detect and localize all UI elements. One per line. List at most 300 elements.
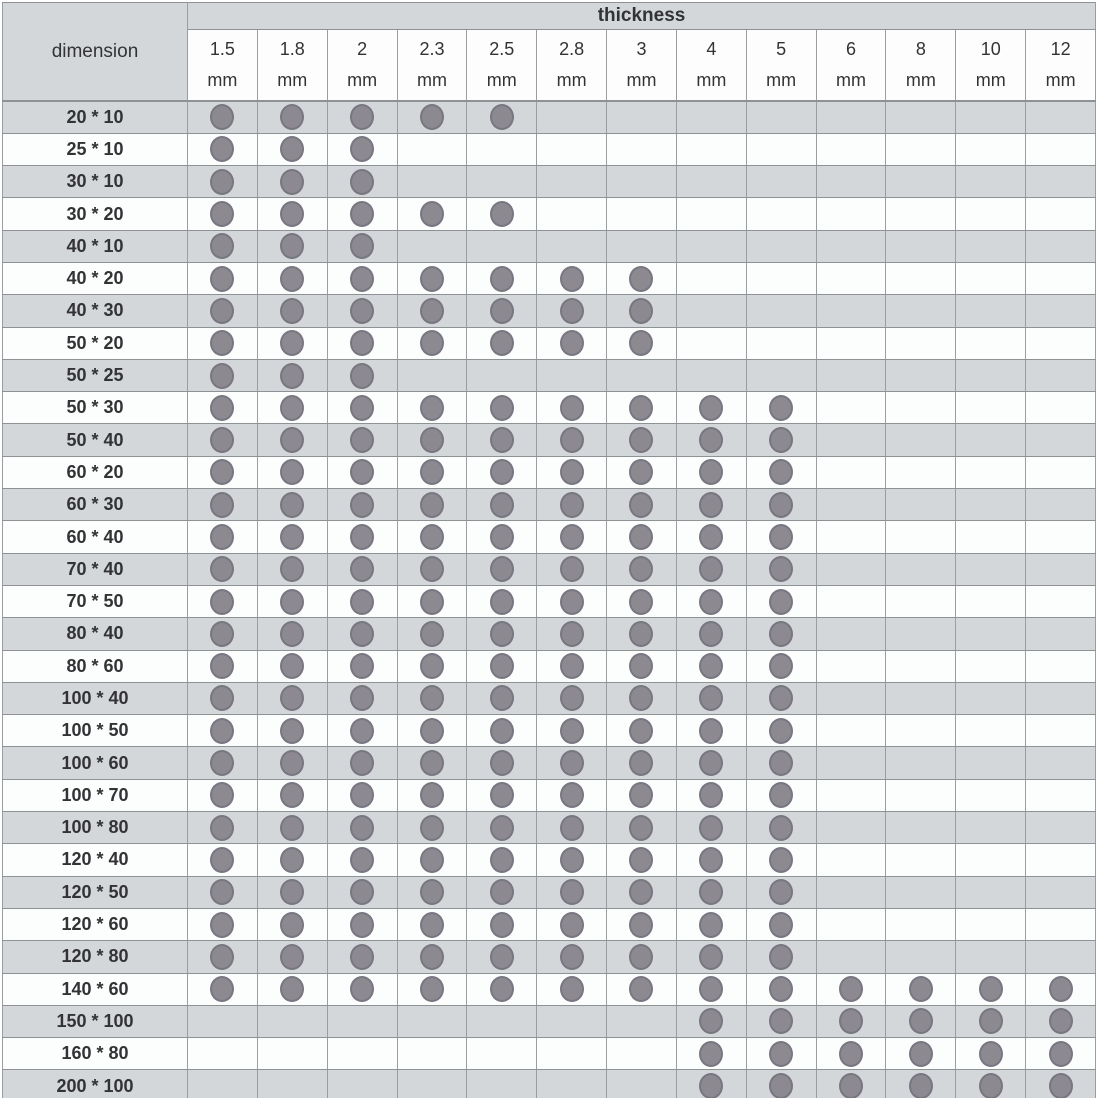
availability-dot-icon bbox=[420, 621, 444, 647]
availability-cell bbox=[397, 908, 467, 940]
availability-cell bbox=[327, 747, 397, 779]
availability-cell bbox=[676, 1070, 746, 1098]
availability-dot-icon bbox=[629, 912, 653, 938]
table-row bbox=[3, 618, 1096, 650]
availability-dot-icon bbox=[560, 556, 584, 582]
availability-cell bbox=[397, 715, 467, 747]
availability-cell bbox=[537, 812, 607, 844]
availability-cell bbox=[607, 489, 677, 521]
availability-dot-icon bbox=[490, 782, 514, 808]
availability-cell bbox=[537, 585, 607, 617]
availability-dot-icon bbox=[280, 492, 304, 518]
availability-cell bbox=[746, 585, 816, 617]
availability-cell bbox=[327, 198, 397, 230]
availability-cell bbox=[1026, 618, 1096, 650]
availability-cell bbox=[886, 747, 956, 779]
availability-cell bbox=[886, 650, 956, 682]
availability-cell bbox=[676, 973, 746, 1005]
availability-dot-icon bbox=[490, 330, 514, 356]
availability-cell bbox=[257, 715, 327, 747]
dimension-cell: 80 * 60 bbox=[3, 650, 188, 682]
availability-cell bbox=[746, 166, 816, 198]
thickness-value: 2.8 bbox=[559, 39, 585, 60]
availability-dot-icon bbox=[979, 1073, 1003, 1098]
availability-dot-icon bbox=[350, 395, 374, 421]
availability-cell bbox=[746, 650, 816, 682]
availability-cell bbox=[1026, 521, 1096, 553]
availability-cell bbox=[816, 262, 886, 294]
availability-cell bbox=[1026, 392, 1096, 424]
availability-dot-icon bbox=[629, 685, 653, 711]
availability-dot-icon bbox=[420, 976, 444, 1002]
availability-dot-icon bbox=[280, 330, 304, 356]
availability-dot-icon bbox=[839, 976, 863, 1002]
availability-dot-icon bbox=[350, 815, 374, 841]
availability-cell bbox=[746, 941, 816, 973]
availability-cell bbox=[397, 779, 467, 811]
availability-dot-icon bbox=[769, 492, 793, 518]
dimension-header-cell: dimension bbox=[3, 3, 188, 102]
dimension-cell: 100 * 50 bbox=[3, 715, 188, 747]
table-row bbox=[3, 133, 1096, 165]
availability-cell bbox=[956, 133, 1026, 165]
availability-dot-icon bbox=[560, 718, 584, 744]
availability-cell bbox=[956, 456, 1026, 488]
availability-cell bbox=[746, 715, 816, 747]
availability-dot-icon bbox=[280, 201, 304, 227]
availability-cell bbox=[397, 295, 467, 327]
availability-cell bbox=[676, 747, 746, 779]
table-row bbox=[3, 747, 1096, 779]
table-row bbox=[3, 295, 1096, 327]
availability-cell bbox=[1026, 359, 1096, 391]
availability-dot-icon bbox=[979, 976, 1003, 1002]
availability-dot-icon bbox=[699, 427, 723, 453]
availability-cell bbox=[676, 941, 746, 973]
availability-cell bbox=[676, 359, 746, 391]
availability-cell bbox=[956, 1005, 1026, 1037]
thickness-unit: mm bbox=[975, 70, 1006, 90]
availability-cell bbox=[816, 166, 886, 198]
availability-cell bbox=[188, 973, 258, 1005]
availability-cell bbox=[607, 1005, 677, 1037]
availability-cell bbox=[607, 908, 677, 940]
availability-cell bbox=[397, 133, 467, 165]
table-row bbox=[3, 812, 1096, 844]
availability-cell bbox=[956, 941, 1026, 973]
availability-dot-icon bbox=[769, 395, 793, 421]
availability-cell bbox=[397, 456, 467, 488]
availability-cell bbox=[607, 844, 677, 876]
thickness-column-header bbox=[956, 30, 1026, 102]
availability-cell bbox=[327, 1070, 397, 1098]
availability-dot-icon bbox=[350, 136, 374, 162]
availability-dot-icon bbox=[350, 944, 374, 970]
availability-cell bbox=[956, 747, 1026, 779]
availability-dot-icon bbox=[350, 556, 374, 582]
availability-cell bbox=[397, 166, 467, 198]
availability-dot-icon bbox=[280, 233, 304, 259]
availability-cell bbox=[188, 230, 258, 262]
availability-dot-icon bbox=[629, 718, 653, 744]
availability-dot-icon bbox=[210, 556, 234, 582]
availability-dot-icon bbox=[629, 266, 653, 292]
table-row bbox=[3, 101, 1096, 133]
availability-cell bbox=[676, 779, 746, 811]
availability-dot-icon bbox=[769, 912, 793, 938]
availability-dot-icon bbox=[629, 815, 653, 841]
availability-cell bbox=[676, 1005, 746, 1037]
availability-dot-icon bbox=[560, 976, 584, 1002]
availability-table bbox=[2, 2, 1096, 1098]
availability-cell bbox=[816, 1005, 886, 1037]
thickness-column-header bbox=[467, 30, 537, 102]
availability-cell bbox=[327, 682, 397, 714]
availability-dot-icon bbox=[280, 879, 304, 905]
availability-cell bbox=[816, 133, 886, 165]
availability-dot-icon bbox=[420, 750, 444, 776]
dimension-cell: 140 * 60 bbox=[3, 973, 188, 1005]
availability-cell bbox=[746, 779, 816, 811]
availability-cell bbox=[537, 715, 607, 747]
availability-cell bbox=[257, 973, 327, 1005]
availability-dot-icon bbox=[280, 589, 304, 615]
availability-dot-icon bbox=[420, 427, 444, 453]
availability-cell bbox=[746, 553, 816, 585]
availability-cell bbox=[257, 489, 327, 521]
availability-cell bbox=[816, 844, 886, 876]
dimension-cell: 60 * 30 bbox=[3, 489, 188, 521]
table-row bbox=[3, 198, 1096, 230]
availability-cell bbox=[467, 295, 537, 327]
availability-cell bbox=[397, 1005, 467, 1037]
table-row bbox=[3, 650, 1096, 682]
availability-dot-icon bbox=[280, 459, 304, 485]
availability-cell bbox=[188, 521, 258, 553]
availability-dot-icon bbox=[699, 653, 723, 679]
availability-cell bbox=[327, 876, 397, 908]
availability-cell bbox=[746, 392, 816, 424]
availability-dot-icon bbox=[1049, 1041, 1073, 1067]
availability-dot-icon bbox=[420, 556, 444, 582]
availability-cell bbox=[676, 327, 746, 359]
availability-cell bbox=[886, 682, 956, 714]
availability-dot-icon bbox=[560, 459, 584, 485]
availability-dot-icon bbox=[769, 944, 793, 970]
availability-cell bbox=[537, 553, 607, 585]
availability-dot-icon bbox=[210, 685, 234, 711]
availability-cell bbox=[327, 1038, 397, 1070]
availability-cell bbox=[816, 230, 886, 262]
availability-dot-icon bbox=[629, 944, 653, 970]
availability-dot-icon bbox=[210, 524, 234, 550]
availability-cell bbox=[1026, 262, 1096, 294]
availability-cell bbox=[257, 456, 327, 488]
availability-cell bbox=[956, 359, 1026, 391]
availability-cell bbox=[327, 812, 397, 844]
dimension-cell: 160 * 80 bbox=[3, 1038, 188, 1070]
availability-cell bbox=[397, 973, 467, 1005]
availability-cell bbox=[886, 876, 956, 908]
availability-dot-icon bbox=[560, 621, 584, 647]
availability-cell bbox=[816, 779, 886, 811]
availability-dot-icon bbox=[560, 330, 584, 356]
availability-dot-icon bbox=[420, 524, 444, 550]
availability-dot-icon bbox=[629, 492, 653, 518]
availability-dot-icon bbox=[699, 912, 723, 938]
availability-cell bbox=[397, 747, 467, 779]
availability-dot-icon bbox=[490, 879, 514, 905]
availability-cell bbox=[397, 876, 467, 908]
availability-cell bbox=[188, 941, 258, 973]
thickness-value: 2.5 bbox=[489, 39, 515, 60]
availability-cell bbox=[537, 230, 607, 262]
availability-dot-icon bbox=[210, 847, 234, 873]
availability-cell bbox=[467, 553, 537, 585]
availability-dot-icon bbox=[490, 912, 514, 938]
availability-cell bbox=[397, 650, 467, 682]
thickness-unit: mm bbox=[277, 70, 308, 90]
availability-dot-icon bbox=[769, 847, 793, 873]
availability-cell bbox=[188, 1005, 258, 1037]
availability-cell bbox=[327, 230, 397, 262]
availability-cell bbox=[956, 844, 1026, 876]
availability-cell bbox=[676, 521, 746, 553]
availability-cell bbox=[816, 392, 886, 424]
availability-cell bbox=[886, 359, 956, 391]
table-row bbox=[3, 262, 1096, 294]
availability-dot-icon bbox=[769, 556, 793, 582]
table-row bbox=[3, 359, 1096, 391]
availability-cell bbox=[257, 521, 327, 553]
availability-dot-icon bbox=[1049, 976, 1073, 1002]
availability-cell bbox=[327, 908, 397, 940]
availability-dot-icon bbox=[420, 298, 444, 324]
availability-dot-icon bbox=[560, 427, 584, 453]
availability-cell bbox=[188, 198, 258, 230]
availability-dot-icon bbox=[350, 492, 374, 518]
availability-cell bbox=[467, 166, 537, 198]
thickness-value: 12 bbox=[1050, 39, 1071, 60]
availability-dot-icon bbox=[699, 395, 723, 421]
availability-cell bbox=[327, 489, 397, 521]
availability-cell bbox=[607, 973, 677, 1005]
availability-dot-icon bbox=[420, 944, 444, 970]
availability-cell bbox=[956, 553, 1026, 585]
availability-dot-icon bbox=[350, 298, 374, 324]
availability-cell bbox=[886, 101, 956, 133]
availability-cell bbox=[188, 359, 258, 391]
availability-cell bbox=[327, 456, 397, 488]
availability-dot-icon bbox=[560, 815, 584, 841]
dimension-cell: 40 * 10 bbox=[3, 230, 188, 262]
availability-cell bbox=[188, 424, 258, 456]
availability-cell bbox=[467, 908, 537, 940]
availability-dot-icon bbox=[280, 136, 304, 162]
availability-dot-icon bbox=[490, 847, 514, 873]
availability-cell bbox=[327, 133, 397, 165]
availability-dot-icon bbox=[420, 330, 444, 356]
availability-cell bbox=[467, 456, 537, 488]
thickness-column-header bbox=[816, 30, 886, 102]
availability-cell bbox=[537, 133, 607, 165]
availability-dot-icon bbox=[629, 459, 653, 485]
availability-cell bbox=[676, 1038, 746, 1070]
availability-cell bbox=[607, 166, 677, 198]
availability-cell bbox=[746, 876, 816, 908]
availability-cell bbox=[188, 133, 258, 165]
availability-cell bbox=[327, 424, 397, 456]
availability-dot-icon bbox=[350, 782, 374, 808]
availability-dot-icon bbox=[629, 750, 653, 776]
availability-dot-icon bbox=[350, 169, 374, 195]
availability-cell bbox=[327, 521, 397, 553]
dimension-cell: 40 * 20 bbox=[3, 262, 188, 294]
availability-cell bbox=[746, 230, 816, 262]
availability-cell bbox=[816, 359, 886, 391]
dimension-cell: 100 * 70 bbox=[3, 779, 188, 811]
availability-cell bbox=[956, 876, 1026, 908]
availability-cell bbox=[1026, 1005, 1096, 1037]
availability-dot-icon bbox=[769, 750, 793, 776]
availability-cell bbox=[1026, 553, 1096, 585]
availability-dot-icon bbox=[629, 879, 653, 905]
availability-dot-icon bbox=[490, 427, 514, 453]
table-row bbox=[3, 779, 1096, 811]
availability-cell bbox=[956, 650, 1026, 682]
availability-dot-icon bbox=[280, 427, 304, 453]
availability-cell bbox=[467, 101, 537, 133]
availability-cell bbox=[188, 392, 258, 424]
availability-dot-icon bbox=[839, 1008, 863, 1034]
availability-cell bbox=[746, 682, 816, 714]
availability-cell bbox=[1026, 101, 1096, 133]
availability-dot-icon bbox=[210, 492, 234, 518]
availability-dot-icon bbox=[280, 653, 304, 679]
availability-dot-icon bbox=[629, 524, 653, 550]
availability-cell bbox=[188, 747, 258, 779]
availability-dot-icon bbox=[699, 815, 723, 841]
availability-dot-icon bbox=[420, 718, 444, 744]
availability-dot-icon bbox=[490, 685, 514, 711]
availability-dot-icon bbox=[560, 782, 584, 808]
availability-dot-icon bbox=[490, 492, 514, 518]
availability-dot-icon bbox=[490, 524, 514, 550]
availability-cell bbox=[676, 844, 746, 876]
availability-dot-icon bbox=[560, 298, 584, 324]
dimension-cell: 30 * 20 bbox=[3, 198, 188, 230]
availability-dot-icon bbox=[699, 944, 723, 970]
availability-dot-icon bbox=[769, 459, 793, 485]
availability-cell bbox=[1026, 166, 1096, 198]
availability-dot-icon bbox=[210, 298, 234, 324]
availability-cell bbox=[676, 489, 746, 521]
availability-cell bbox=[327, 295, 397, 327]
availability-cell bbox=[607, 812, 677, 844]
availability-dot-icon bbox=[560, 266, 584, 292]
availability-dot-icon bbox=[280, 298, 304, 324]
availability-cell bbox=[537, 618, 607, 650]
availability-cell bbox=[676, 618, 746, 650]
availability-cell bbox=[188, 682, 258, 714]
availability-cell bbox=[607, 392, 677, 424]
availability-dot-icon bbox=[350, 201, 374, 227]
availability-dot-icon bbox=[420, 266, 444, 292]
availability-dot-icon bbox=[629, 427, 653, 453]
availability-cell bbox=[467, 585, 537, 617]
availability-cell bbox=[746, 101, 816, 133]
availability-dot-icon bbox=[1049, 1008, 1073, 1034]
availability-cell bbox=[746, 1038, 816, 1070]
availability-dot-icon bbox=[280, 524, 304, 550]
dimension-cell: 70 * 50 bbox=[3, 585, 188, 617]
availability-cell bbox=[397, 392, 467, 424]
availability-dot-icon bbox=[560, 944, 584, 970]
availability-cell bbox=[188, 456, 258, 488]
availability-cell bbox=[676, 650, 746, 682]
availability-cell bbox=[816, 876, 886, 908]
availability-cell bbox=[1026, 747, 1096, 779]
availability-cell bbox=[746, 262, 816, 294]
availability-cell bbox=[188, 844, 258, 876]
availability-cell bbox=[607, 1070, 677, 1098]
availability-cell bbox=[607, 650, 677, 682]
availability-dot-icon bbox=[699, 492, 723, 518]
availability-cell bbox=[816, 812, 886, 844]
dimension-cell: 20 * 10 bbox=[3, 101, 188, 133]
availability-cell bbox=[1026, 650, 1096, 682]
availability-cell bbox=[676, 101, 746, 133]
availability-cell bbox=[676, 166, 746, 198]
availability-dot-icon bbox=[350, 718, 374, 744]
availability-cell bbox=[467, 715, 537, 747]
availability-cell bbox=[746, 489, 816, 521]
group-header-row bbox=[3, 3, 1096, 30]
availability-dot-icon bbox=[210, 266, 234, 292]
availability-cell bbox=[397, 230, 467, 262]
availability-cell bbox=[746, 327, 816, 359]
availability-cell bbox=[1026, 682, 1096, 714]
availability-cell bbox=[607, 747, 677, 779]
table-row bbox=[3, 1038, 1096, 1070]
availability-cell bbox=[188, 585, 258, 617]
availability-dot-icon bbox=[210, 169, 234, 195]
availability-dot-icon bbox=[280, 556, 304, 582]
availability-cell bbox=[257, 327, 327, 359]
availability-cell bbox=[397, 618, 467, 650]
table-row bbox=[3, 230, 1096, 262]
availability-cell bbox=[397, 359, 467, 391]
dimension-cell: 50 * 25 bbox=[3, 359, 188, 391]
availability-dot-icon bbox=[420, 782, 444, 808]
thickness-column-header bbox=[676, 30, 746, 102]
availability-cell bbox=[1026, 941, 1096, 973]
availability-cell bbox=[327, 650, 397, 682]
availability-cell bbox=[1026, 1038, 1096, 1070]
availability-cell bbox=[886, 715, 956, 747]
availability-cell bbox=[467, 392, 537, 424]
availability-dot-icon bbox=[560, 750, 584, 776]
availability-dot-icon bbox=[699, 782, 723, 808]
availability-dot-icon bbox=[280, 104, 304, 130]
availability-dot-icon bbox=[420, 847, 444, 873]
thickness-unit: mm bbox=[416, 70, 447, 90]
availability-cell bbox=[886, 973, 956, 1005]
availability-cell bbox=[397, 198, 467, 230]
availability-dot-icon bbox=[210, 459, 234, 485]
availability-cell bbox=[537, 973, 607, 1005]
availability-cell bbox=[816, 295, 886, 327]
